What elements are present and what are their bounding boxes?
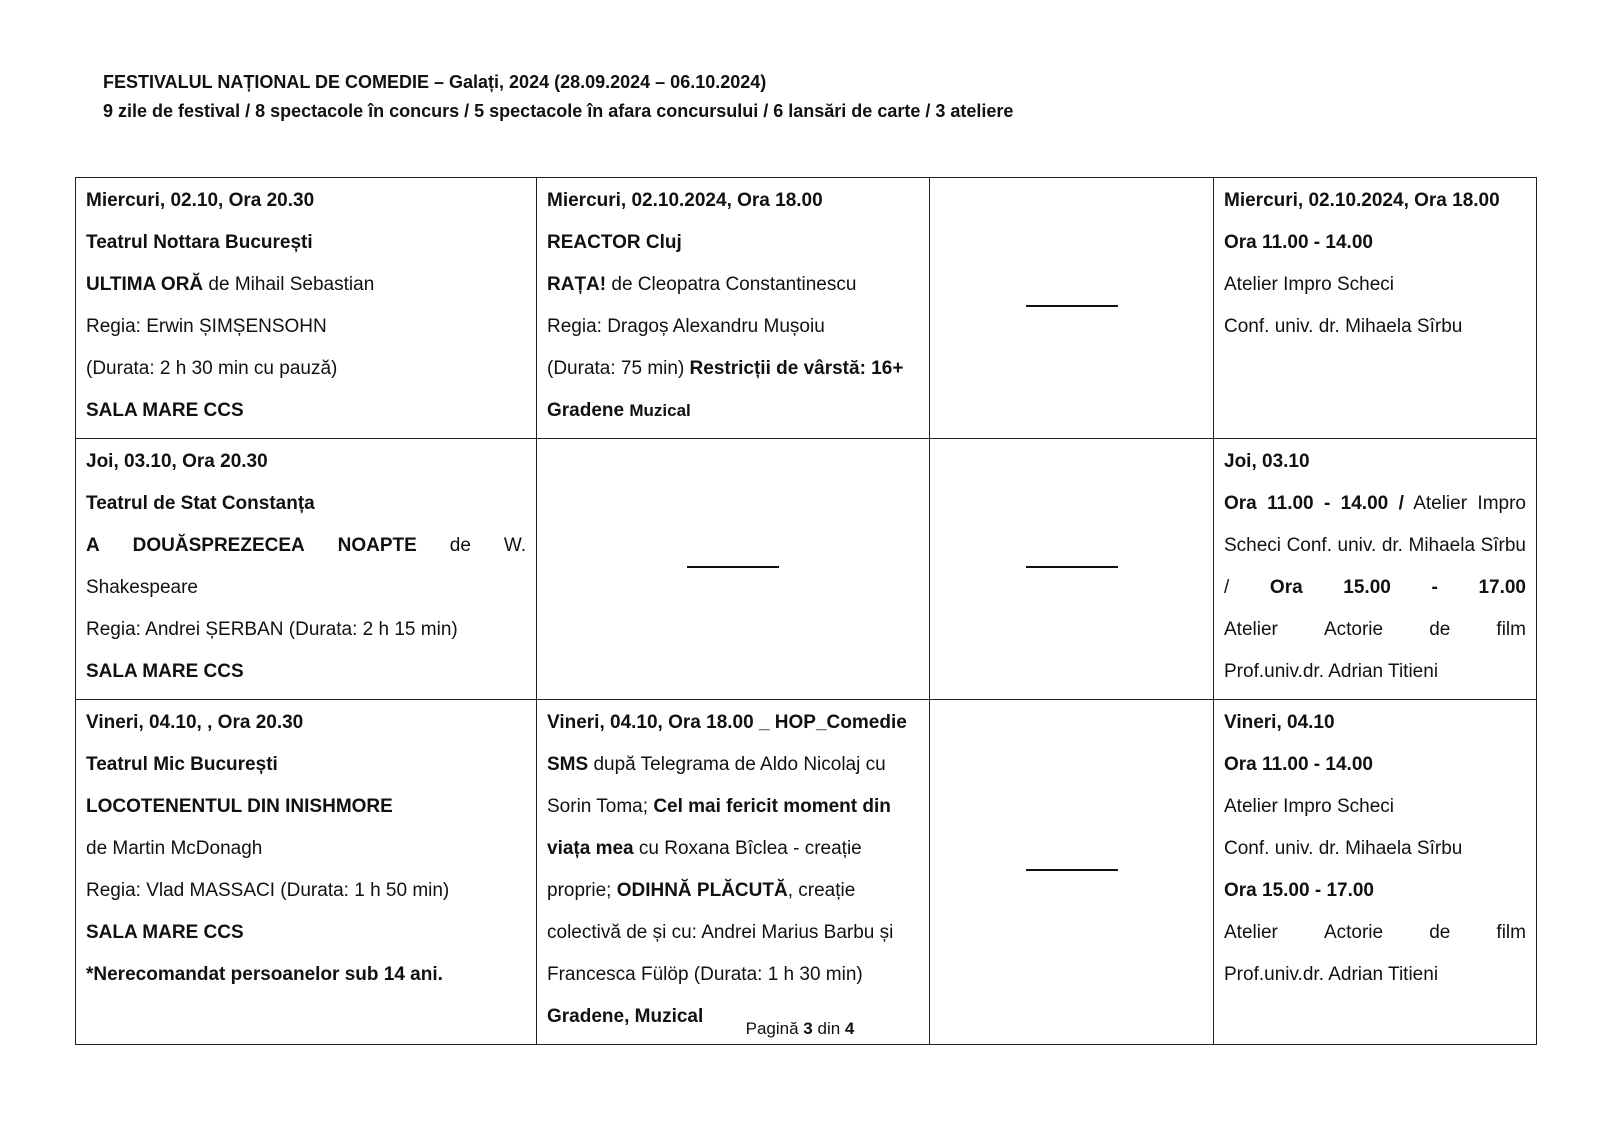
festival-title: FESTIVALUL NAȚIONAL DE COMEDIE – Galați, 2024 (28.09.2024 – 06.10.2024)	[103, 72, 767, 92]
workshop-teacher: Conf. univ. dr. Mihaela Sîrbu	[1224, 838, 1463, 859]
duration: (Durata: 75 min)	[547, 358, 690, 379]
director-duration: Regia: Vlad MASSACI (Durata: 1 h 50 min)	[86, 880, 450, 901]
page-prefix: Pagină	[745, 1019, 804, 1038]
workshop-word: Actorie	[1323, 619, 1384, 640]
show-details	[547, 744, 919, 996]
workshop-name-line	[1224, 609, 1526, 651]
show-date: Vineri, 04.10, Ora 18.00 _ HOP_Comedie	[547, 712, 907, 733]
workshop-date: Joi, 03.10	[1224, 451, 1310, 472]
venue-extra: Muzical	[629, 401, 691, 420]
director: Regia: Dragoș Alexandru Mușoiu	[547, 316, 825, 337]
play-author: Shakespeare	[86, 577, 198, 598]
page-total: 4	[844, 1019, 855, 1038]
director-duration: Regia: Andrei ȘERBAN (Durata: 2 h 15 min)	[86, 619, 458, 640]
author-word: de	[449, 535, 471, 556]
empty-cell	[930, 439, 1214, 700]
play-info: , creație colectivă de și cu: Andrei Marius Barbu și Francesca Fülöp (Durata: 1 h 30 min)	[547, 880, 894, 985]
cell-evening-show	[76, 700, 537, 1045]
venue: Gradene	[547, 400, 630, 421]
play-title: SMS	[547, 754, 589, 775]
workshop-time: Ora 15.00 - 17.00	[1269, 577, 1526, 598]
play-title-word: NOAPTE	[337, 535, 417, 556]
empty-cell	[930, 700, 1214, 1045]
age-restriction: Restricții de vârstă: 16+	[689, 358, 904, 379]
workshop-word: film	[1496, 922, 1526, 943]
company-name: REACTOR Cluj	[547, 232, 682, 253]
cell-evening-show	[76, 439, 537, 700]
play-title-line	[86, 525, 526, 567]
workshop-teacher: Prof.univ.dr. Adrian Titieni	[1224, 964, 1439, 985]
cell-workshops	[1214, 700, 1537, 1045]
cell-workshops	[1214, 178, 1537, 439]
venue: SALA MARE CCS	[86, 922, 244, 943]
dash-placeholder	[687, 566, 779, 568]
workshop-word: Actorie	[1323, 922, 1384, 943]
venue: SALA MARE CCS	[86, 400, 244, 421]
empty-cell	[930, 178, 1214, 439]
venue: Gradene, Muzical	[547, 1006, 704, 1027]
workshop-name: Atelier Impro Scheci	[1224, 796, 1395, 817]
play-author: de Martin McDonagh	[86, 838, 263, 859]
workshop-time: Ora 11.00 - 14.00	[1224, 232, 1373, 253]
table-row	[76, 700, 1537, 1045]
workshop-teacher: Conf. univ. dr. Mihaela Sîrbu	[1224, 316, 1463, 337]
workshop-teacher: Prof.univ.dr. Adrian Titieni	[1224, 661, 1439, 682]
show-date: Miercuri, 02.10.2024, Ora 18.00	[547, 190, 823, 211]
workshop-word: de	[1429, 619, 1451, 640]
page-number: 3	[803, 1019, 813, 1038]
play-info: după Telegrama de Aldo Nicolaj cu Sorin Toma;	[547, 754, 886, 817]
workshop-time: Ora 11.00 - 14.00	[1224, 754, 1373, 775]
workshop-name-line	[1224, 912, 1526, 954]
page-middle: din	[812, 1019, 845, 1038]
play-title: ODIHNĂ PLĂCUTĂ	[616, 880, 788, 901]
venue: SALA MARE CCS	[86, 661, 244, 682]
empty-cell	[537, 439, 930, 700]
workshop-word: film	[1496, 619, 1526, 640]
workshop-details	[1224, 483, 1526, 609]
dash-placeholder	[1026, 869, 1118, 871]
workshop-word: Atelier	[1224, 922, 1278, 943]
cell-afternoon-show	[537, 178, 930, 439]
show-date: Miercuri, 02.10, Ora 20.30	[86, 190, 315, 211]
theatre-name: Teatrul de Stat Constanța	[86, 493, 315, 514]
workshop-time: Ora 11.00 - 14.00 /	[1224, 493, 1404, 514]
workshop-name: Atelier Impro Scheci	[1224, 274, 1395, 295]
director: Regia: Erwin ȘIMȘENSOHN	[86, 316, 327, 337]
workshop-text: Atelier Impro Scheci Conf. univ. dr. Mihaela Sîrbu /	[1224, 493, 1526, 598]
page-footer	[0, 1019, 1600, 1039]
dash-placeholder	[1026, 305, 1118, 307]
workshop-word: Atelier	[1224, 619, 1278, 640]
dash-placeholder	[1026, 566, 1118, 568]
play-title: Cel mai fericit moment din viața mea	[547, 796, 891, 859]
theatre-name: Teatrul Nottara București	[86, 232, 313, 253]
author-word: W.	[503, 535, 526, 556]
festival-subtitle: 9 zile de festival / 8 spectacole în concurs / 5 spectacole în afara concursului / 6 lansări de carte / 3 ateliere	[103, 101, 1014, 121]
show-date: Vineri, 04.10, , Ora 20.30	[86, 712, 304, 733]
workshop-date: Vineri, 04.10	[1224, 712, 1335, 733]
duration: (Durata: 2 h 30 min cu pauză)	[86, 358, 338, 379]
show-date: Joi, 03.10, Ora 20.30	[86, 451, 268, 472]
workshop-word: de	[1429, 922, 1451, 943]
cell-afternoon-show	[537, 700, 930, 1045]
theatre-name: Teatrul Mic București	[86, 754, 278, 775]
document-header	[103, 68, 1013, 126]
workshop-time: Ora 15.00 - 17.00	[1224, 880, 1374, 901]
schedule-table	[75, 177, 1537, 1045]
table-row	[76, 439, 1537, 700]
play-author: de Cleopatra Constantinescu	[606, 274, 857, 295]
table-row	[76, 178, 1537, 439]
play-info: cu Roxana Bîclea - creație proprie;	[547, 838, 862, 901]
play-author: de Mihail Sebastian	[203, 274, 375, 295]
cell-workshops	[1214, 439, 1537, 700]
play-title: LOCOTENENTUL DIN INISHMORE	[86, 796, 393, 817]
age-note: *Nerecomandat persoanelor sub 14 ani.	[86, 964, 443, 985]
play-title: ULTIMA ORĂ	[86, 274, 204, 295]
play-title-word: A	[86, 535, 100, 556]
play-title-word: DOUĂSPREZECEA	[132, 535, 305, 556]
play-title: RAȚA!	[547, 274, 607, 295]
workshop-date: Miercuri, 02.10.2024, Ora 18.00	[1224, 190, 1500, 211]
cell-evening-show	[76, 178, 537, 439]
